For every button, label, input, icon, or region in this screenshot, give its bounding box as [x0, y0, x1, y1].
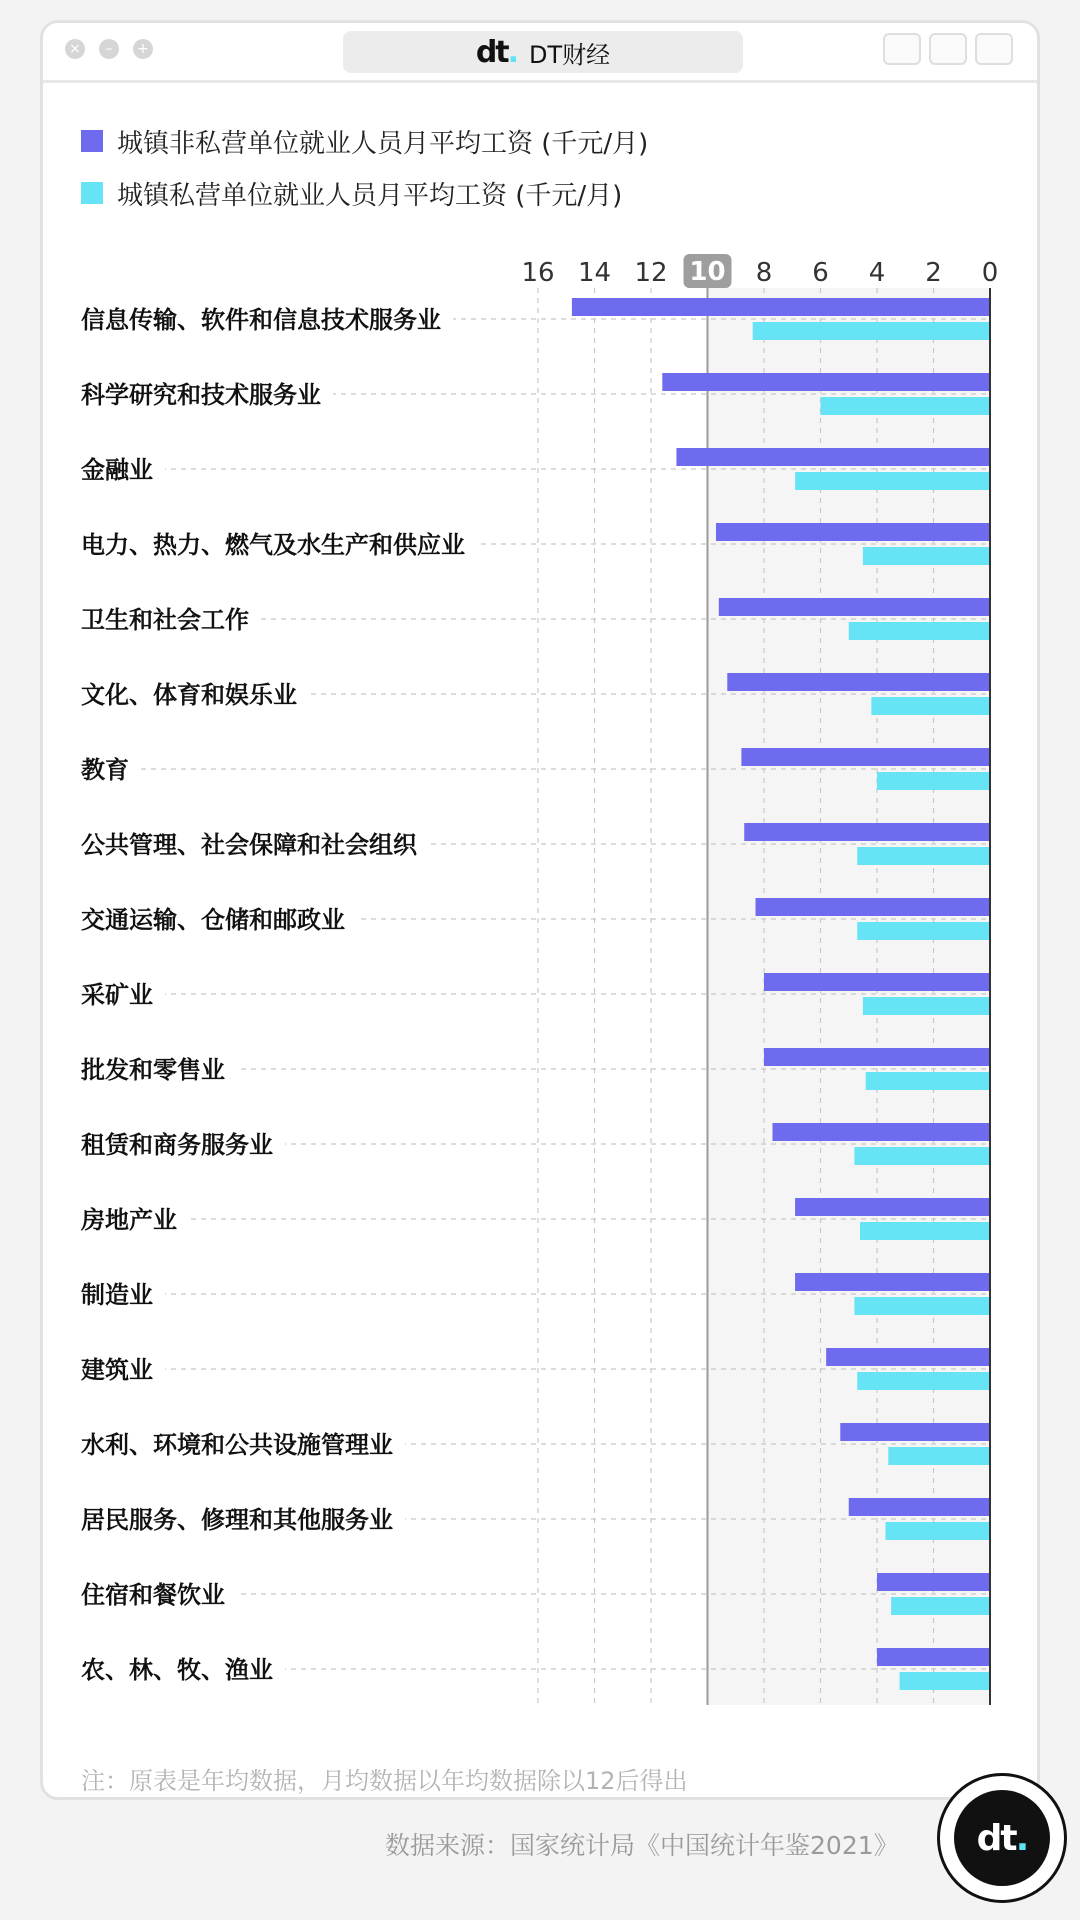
x-tick-label: 14 [577, 258, 612, 288]
category-label: 公共管理、社会保障和社会组织 [81, 831, 417, 859]
chart-note: 注：原表是年均数据，月均数据以年均数据除以12后得出 [81, 1767, 688, 1795]
minimize-icon[interactable]: – [99, 39, 119, 59]
category-label: 信息传输、软件和信息技术服务业 [81, 306, 441, 334]
bar-private [863, 547, 990, 565]
bar-private [795, 472, 990, 490]
bar-private [849, 622, 990, 640]
bar-private [821, 397, 991, 415]
category-label: 水利、环境和公共设施管理业 [81, 1431, 393, 1459]
bar-non-private [795, 1198, 990, 1216]
category-label: 农、林、牧、渔业 [81, 1656, 273, 1684]
bar-private [860, 1222, 990, 1240]
category-label: 教育 [81, 756, 129, 784]
category-label: 卫生和社会工作 [81, 606, 249, 634]
x-tick-label: 12 [634, 258, 668, 288]
bar-non-private [877, 1573, 990, 1591]
x-tick-label: 4 [868, 258, 886, 288]
x-tick-label: 8 [755, 258, 773, 288]
x-tick-label: 6 [812, 258, 829, 288]
category-label: 租赁和商务服务业 [81, 1131, 273, 1159]
bar-private [857, 922, 990, 940]
category-label: 房地产业 [81, 1206, 177, 1234]
window-title: DT财经 [529, 40, 611, 69]
dt-badge-icon[interactable] [937, 1773, 1067, 1903]
bar-non-private [764, 1048, 990, 1066]
bar-non-private [676, 448, 990, 466]
legend-label: 城镇非私营单位就业人员月平均工资 (千元/月) [117, 128, 649, 159]
bar-private [885, 1522, 990, 1540]
bar-non-private [741, 748, 990, 766]
bar-non-private [826, 1348, 990, 1366]
dt-logo-icon: dt. [475, 34, 518, 70]
bar-private [854, 1147, 990, 1165]
category-label: 批发和零售业 [81, 1056, 225, 1084]
bar-non-private [744, 823, 990, 841]
bar-private [857, 1372, 990, 1390]
bar-non-private [719, 598, 990, 616]
category-label: 居民服务、修理和其他服务业 [81, 1506, 393, 1534]
category-label: 建筑业 [81, 1356, 153, 1384]
x-tick-label: 2 [925, 258, 942, 288]
category-label: 电力、热力、燃气及水生产和供应业 [81, 531, 465, 559]
bar-private [891, 1597, 990, 1615]
bar-private [877, 772, 990, 790]
maximize-icon[interactable]: + [133, 39, 153, 59]
legend-label: 城镇私营单位就业人员月平均工资 (千元/月) [117, 180, 623, 211]
bar-non-private [716, 523, 990, 541]
x-tick-label-highlight: 10 [689, 257, 726, 287]
bar-non-private [756, 898, 990, 916]
chart-window [40, 20, 1040, 1800]
bar-non-private [772, 1123, 990, 1141]
category-label: 交通运输、仓储和邮政业 [81, 906, 345, 934]
bar-non-private [840, 1423, 990, 1441]
bar-private [854, 1297, 990, 1315]
x-tick-label: 0 [981, 258, 999, 288]
bar-private [753, 322, 990, 340]
category-label: 金融业 [81, 456, 153, 484]
bar-chart [43, 23, 1040, 1743]
bar-non-private [727, 673, 990, 691]
badge-text: dt. [976, 1817, 1028, 1859]
category-label: 住宿和餐饮业 [81, 1581, 225, 1609]
category-label: 文化、体育和娱乐业 [81, 681, 297, 709]
bar-non-private [764, 973, 990, 991]
category-label: 科学研究和技术服务业 [81, 381, 321, 409]
bar-private [900, 1672, 990, 1690]
bar-private [857, 847, 990, 865]
bar-non-private [572, 298, 990, 316]
close-icon[interactable]: × [65, 39, 85, 59]
category-label: 制造业 [81, 1281, 153, 1309]
bar-private [863, 997, 990, 1015]
bar-private [871, 697, 990, 715]
data-source: 数据来源：国家统计局《中国统计年鉴2021》 [385, 1831, 899, 1860]
x-tick-label: 16 [521, 258, 555, 288]
bar-private [866, 1072, 990, 1090]
bar-non-private [662, 373, 990, 391]
badge-inner [954, 1790, 1050, 1886]
highlight-region [708, 288, 991, 1705]
category-label: 采矿业 [81, 981, 153, 1009]
bar-private [888, 1447, 990, 1465]
bar-non-private [877, 1648, 990, 1666]
bar-non-private [849, 1498, 990, 1516]
bar-non-private [795, 1273, 990, 1291]
